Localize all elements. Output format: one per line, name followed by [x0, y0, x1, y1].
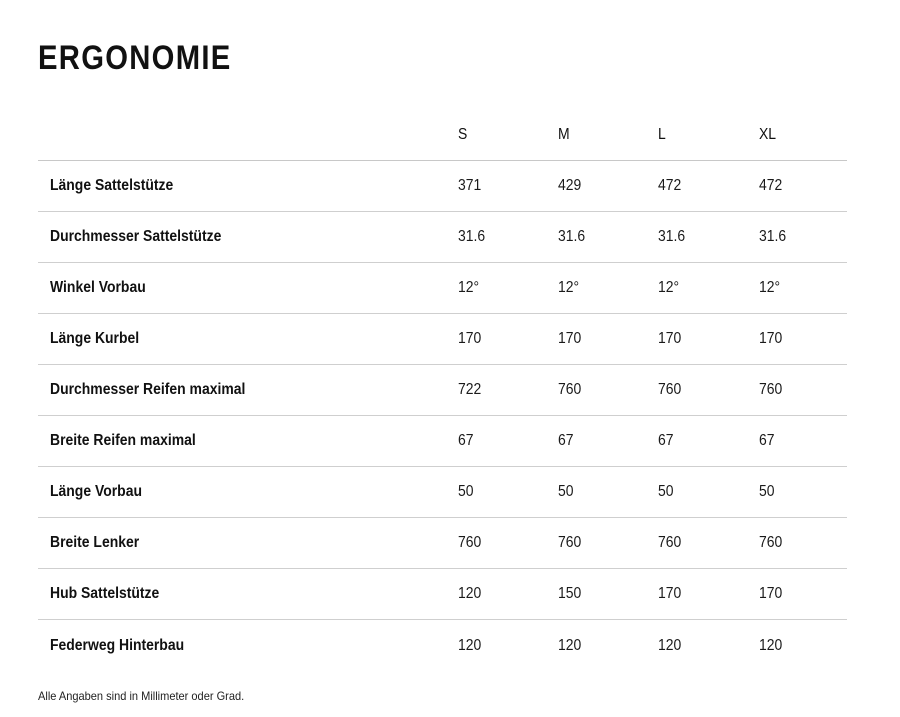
value-xl: 50 [759, 483, 775, 500]
value-s: 371 [458, 177, 482, 194]
column-header-l: L [658, 125, 666, 143]
value-m: 760 [558, 381, 582, 398]
value-s: 760 [458, 534, 482, 551]
value-xl: 120 [759, 636, 783, 654]
value-s: 170 [458, 330, 482, 347]
value-l: 120 [658, 636, 682, 654]
value-m: 150 [558, 585, 582, 602]
value-xl: 760 [759, 381, 783, 398]
value-s: 722 [458, 381, 482, 398]
row-label: Durchmesser Reifen maximal [50, 381, 246, 398]
value-l: 31.6 [658, 228, 686, 245]
value-xl: 12° [759, 279, 781, 296]
value-m: 31.6 [558, 228, 586, 245]
table-row [38, 365, 847, 416]
table-row [38, 212, 847, 263]
table-row [38, 161, 847, 212]
row-label: Winkel Vorbau [50, 279, 146, 296]
row-label: Durchmesser Sattelstütze [50, 228, 222, 245]
row-label: Länge Kurbel [50, 330, 140, 347]
value-xl: 472 [759, 177, 783, 194]
value-s: 120 [458, 636, 482, 654]
table-row [38, 263, 847, 314]
value-m: 67 [558, 432, 574, 449]
value-s: 67 [458, 432, 474, 449]
value-m: 120 [558, 636, 582, 654]
table-row [38, 620, 847, 671]
value-l: 170 [658, 585, 682, 602]
value-l: 760 [658, 381, 682, 398]
row-label: Hub Sattelstütze [50, 585, 160, 602]
value-l: 12° [658, 279, 680, 296]
value-xl: 67 [759, 432, 775, 449]
row-label: Länge Vorbau [50, 483, 142, 500]
column-header-s: S [458, 125, 468, 143]
value-l: 760 [658, 534, 682, 551]
value-m: 50 [558, 483, 574, 500]
row-label: Federweg Hinterbau [50, 636, 185, 654]
row-label: Breite Lenker [50, 534, 140, 551]
table-row [38, 416, 847, 467]
footnote: Alle Angaben sind in Millimeter oder Grad. [38, 689, 245, 703]
value-xl: 31.6 [759, 228, 787, 245]
table-row [38, 569, 847, 620]
table-row [38, 518, 847, 569]
value-s: 50 [458, 483, 474, 500]
value-xl: 170 [759, 585, 783, 602]
column-header-m: M [558, 125, 570, 143]
column-header-xl: XL [759, 125, 777, 143]
value-l: 50 [658, 483, 674, 500]
value-s: 31.6 [458, 228, 486, 245]
table-row [38, 467, 847, 518]
row-label: Breite Reifen maximal [50, 432, 196, 449]
table-header-row [38, 109, 847, 161]
value-m: 12° [558, 279, 580, 296]
value-m: 170 [558, 330, 582, 347]
value-xl: 760 [759, 534, 783, 551]
table-row [38, 314, 847, 365]
ergonomics-table [38, 109, 847, 671]
row-label: Länge Sattelstütze [50, 177, 174, 194]
value-s: 120 [458, 585, 482, 602]
value-l: 170 [658, 330, 682, 347]
value-m: 760 [558, 534, 582, 551]
value-l: 472 [658, 177, 682, 194]
value-m: 429 [558, 177, 582, 194]
value-s: 12° [458, 279, 480, 296]
value-l: 67 [658, 432, 674, 449]
page-title: ERGONOMIE [38, 39, 232, 77]
value-xl: 170 [759, 330, 783, 347]
